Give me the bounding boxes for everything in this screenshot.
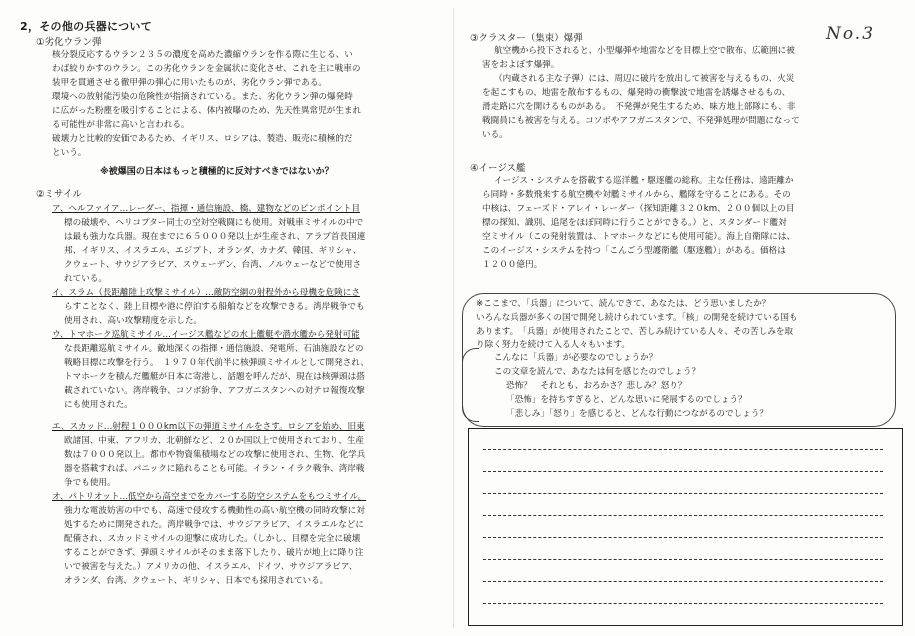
- missile-line: 標の破壊や、ヘリコプター同士の空対空戦闘にも使用。対戦車ミサイルの中で: [64, 218, 364, 228]
- reflection-question: 「恐怖」を持ちすぎると、どんな思いに発展するのでしょう？: [506, 395, 747, 405]
- du-line: 破壊力と比較的安価であるため、イギリス、ロシアは、製造、販売に積極的だ: [52, 134, 353, 144]
- missile-item-a-title: ア、ヘルファイア…レーダー、指揮・通信施設、橋、建物などのピンポイント目: [52, 204, 360, 214]
- reflection-question: 「悲しみ」「怒り」を感じると、どんな行動につながるのでしょう？: [506, 409, 768, 419]
- missile-line: 処するために開発された。湾岸戦争では、サウジアラビア、イスラエルなどに: [64, 520, 365, 530]
- missile-item-body: [64, 342, 446, 412]
- aegis-line: 中核は、フェーズド・アレイ・レーダー（探知距離３２０km、２００個以上の目: [482, 204, 795, 214]
- missile-item-head: [52, 420, 365, 432]
- missile-line: クウェート、サウジアラビア、スウェーデン、台湾、ノルウェーなどで使用さ: [64, 260, 362, 270]
- reflection-question: こんなに「兵器」が必要なのでしょうか？: [494, 353, 658, 363]
- cluster-line: 航空機から投下されると、小型爆弾や地雷などを目標上空で散布、広範囲に被: [494, 46, 795, 56]
- du-heading: ①劣化ウラン弾: [36, 37, 102, 48]
- answer-line: [483, 581, 883, 582]
- missile-heading: ②ミサイル: [36, 189, 82, 200]
- missile-item-body: [64, 216, 446, 286]
- answer-line: [483, 537, 883, 538]
- missile-line: れている。: [64, 274, 107, 284]
- missile-line: 邦、イギリス、イスラエル、エジプト、オランダ、カナダ、韓国、ギリシャ、: [64, 246, 362, 256]
- cluster-line: を起こすもの、地雷を散布するもの、爆発時の衝撃波で地雷を誘爆させるもの、: [482, 88, 791, 98]
- missile-line: 強力な電波妨害の中でも、高速で侵攻する機動性の高い航空機の同時攻撃に対: [64, 506, 365, 516]
- missile-item-body: [64, 434, 446, 490]
- du-line: という。: [52, 148, 87, 158]
- intro-line: り除く努力を続けて入る人々もいます。: [476, 340, 631, 350]
- answer-line: [483, 449, 883, 450]
- du-line: る可能性が非常に高いと言われる。: [52, 120, 190, 130]
- reflection-prompt: ※ここまで、「兵器」について、読んできて、あなたは、どう思いましたか？: [476, 299, 771, 309]
- du-line: に広がった粉塵を吸引することによる、体内被曝のため、先天性異常児が生まれ: [52, 106, 362, 116]
- cluster-heading: ③クラスター（集束）爆弾: [470, 33, 583, 44]
- du-line: 装甲を貫通させる徹甲弾の弾心に用いたものが、劣化ウラン弾である。: [52, 78, 328, 88]
- missile-line: 載されていない。湾岸戦争、コソボ紛争、アフガニスタンへの対テロ報復攻撃: [64, 386, 365, 396]
- missile-line: 欧諸国、中東、アフリカ、北朝鮮など、２０か国以上で使用されており、生産: [64, 436, 365, 446]
- reflection-intro: [476, 312, 798, 353]
- missile-item-body: [64, 504, 446, 588]
- missile-item-i-title: イ、スラム（長距離陸上攻撃ミサイル）…敵防空網の射程外から母機を危険にさ: [52, 288, 360, 298]
- missile-line: 配備され、スカッドミサイルの迎撃に成功した。（しかし、目標を完全に破壊: [64, 534, 361, 544]
- aegis-heading: ④イージス艦: [470, 163, 526, 174]
- answer-line: [483, 493, 883, 494]
- page-number: No.3: [826, 24, 876, 44]
- section-title: 2，その他の兵器について: [20, 20, 153, 33]
- missile-line: な長距離巡航ミサイル。敵地深くの指揮・通信施設、発電所、石油施設などの: [64, 344, 364, 354]
- missile-item-head: [52, 202, 360, 214]
- missile-item-body: [64, 300, 446, 328]
- cluster-line: （内蔵される主な子弾）には、周辺に破片を放出して被害を与えるもの、火災: [494, 74, 795, 84]
- missile-item-head: [52, 490, 366, 502]
- missile-line: 使用され、高い攻撃精度を示した。: [64, 316, 203, 326]
- cluster-line: 害をおよぼす爆弾。: [482, 60, 560, 70]
- missile-line: 争でも使用。: [64, 478, 116, 488]
- du-line: 環境への放射能汚染の危険性が指摘されている。また、劣化ウラン弾の爆発時: [52, 92, 353, 102]
- aegis-line: このイージス・システムを持つ「こんごう型護衛艦（駆逐艦）」がある。価格は: [482, 246, 786, 256]
- aegis-line: １２００億円。: [482, 260, 543, 270]
- du-note: ※被爆国の日本はもっと積極的に反対すべきではないか？: [100, 167, 334, 177]
- question-bracket: [462, 348, 479, 422]
- missile-line: することができず、弾頭ミサイルがそのまま落下したり、破片が地上に降り注: [64, 548, 364, 558]
- cluster-line: いる。: [482, 130, 508, 140]
- missile-line: は最も強力な兵器。現在までに６５０００発以上が生産され、アラブ首長国連: [64, 232, 366, 242]
- cluster-body: [482, 44, 902, 142]
- answer-line: [483, 471, 883, 472]
- reflection-question: この文章を読んで、あなたは何を感じたのでしょう？: [494, 367, 701, 377]
- aegis-line: イージス・システムを搭載する巡洋艦・駆逐艦の総称。主な任務は、遠距離か: [494, 176, 794, 186]
- intro-line: いろんな兵器が多くの国で開発し続けられています。「核」の開発を続けている国も: [476, 313, 798, 323]
- cluster-line: 滑走路に穴を開けるものがある。 不発弾が発生するため、味方地上部隊にも、非: [482, 102, 796, 112]
- aegis-line: ら同時・多数飛来する航空機や対艦ミサイルから、艦隊を守ることにある。その: [482, 190, 791, 200]
- du-line: わば絞りかすのウラン。この劣化ウランを金属状に変化させ、これを主に戦車の: [52, 64, 361, 74]
- missile-line: 戦略目標に攻撃を行う。 １９７０年代前半に核弾頭ミサイルとして開発され、: [64, 358, 369, 368]
- answer-line: [483, 515, 883, 516]
- aegis-line: 空ミサイル（この発射装置は、トマホークなどにも使用可能）。海上自衛隊には、: [482, 232, 796, 242]
- answer-line: [483, 603, 883, 604]
- missile-line: 器を搭載すれば、パニックに陥れることも可能。イラン・イラク戦争、湾岸戦: [64, 464, 365, 474]
- du-line: 核分裂反応するウラン２３５の濃度を高めた濃縮ウランを作る際に生じる、い: [52, 50, 353, 60]
- missile-line: 数は７０００発以上。都市や物資集積場などの攻撃に使用され、生物、化学兵: [64, 450, 366, 460]
- column-divider: [453, 8, 454, 628]
- intro-line: あります。 「兵器」が使用されたことで、苦しみ続けている人々、その苦しみを取: [476, 326, 794, 337]
- missile-line: らすことなく、陸上目標や港に停泊する船舶などを攻撃できる。湾岸戦争でも: [64, 302, 365, 312]
- du-body: [52, 48, 447, 160]
- missile-item-o-title: オ、パトリオット…低空から高空までをカバーする防空システムをもつミサイル。: [52, 492, 367, 502]
- missile-item-e-title: エ、スカッド…射程１０００km以下の弾道ミサイルをさす。ロシアを始め、旧東: [52, 422, 365, 432]
- reflection-question: 恐怖？ それとも、おろかさ？悲しみ？怒り？: [506, 381, 687, 391]
- missile-line: トマホークを積んだ艦艇が日本に寄港し、話題を呼んだが、現在は核弾頭は搭: [64, 372, 365, 382]
- missile-item-u-title: ウ、トマホーク巡航ミサイル…イージス艦などの水上艦艇や潜水艦から発射可能: [52, 330, 360, 340]
- missile-item-head: [52, 286, 360, 298]
- missile-line: オランダ、台湾、クウェート、ギリシャ、日本でも採用されている。: [64, 576, 329, 586]
- missile-item-head: [52, 328, 360, 340]
- missile-line: いで被害を与えた。）アメリカの他、イスラエル、ドイツ、サウジアラビア、: [64, 562, 358, 572]
- answer-line: [483, 559, 883, 560]
- aegis-body: [482, 174, 902, 272]
- missile-line: にも使用された。: [64, 400, 133, 410]
- aegis-line: 標の探知、識別、追尾をほぼ同時に行うことができる。）と、スタンダード艦対: [482, 218, 787, 228]
- cluster-line: 戦闘員にも被害を与える。コソボやアフガニスタンで、不発弾処理が問題になって: [482, 116, 800, 126]
- answer-box[interactable]: [468, 428, 903, 626]
